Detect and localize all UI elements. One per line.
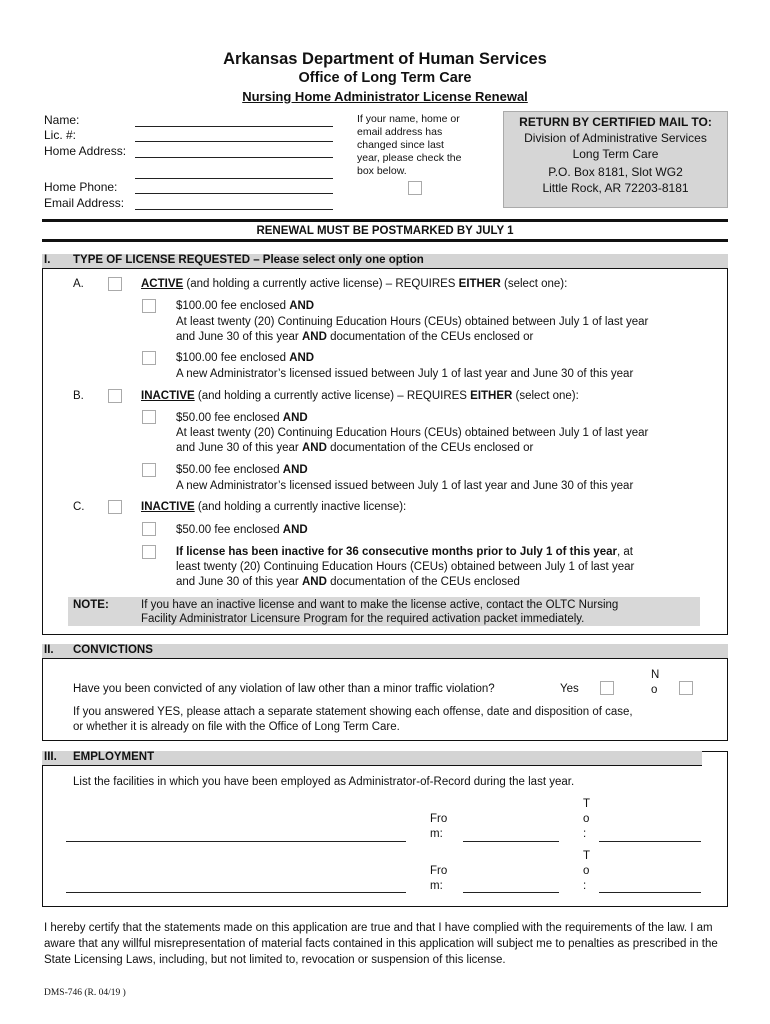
facility-field-2[interactable] [66, 892, 406, 893]
form-number: DMS-746 (R. 04/19 ) [44, 988, 126, 998]
option-a-letter: A. [73, 278, 84, 290]
option-c1-checkbox[interactable] [142, 522, 156, 536]
option-b1-line3: and June 30 of this year AND documentation of the CEUs enclosed or [176, 442, 534, 454]
divider [42, 239, 728, 242]
option-a1-line3: and June 30 of this year AND documentation of the CEUs enclosed or [176, 331, 534, 343]
option-a2-text: $100.00 fee enclosed AND [176, 352, 315, 364]
note-line2: Facility Administrator Licensure Program for the required activation packet immediately. [141, 613, 585, 625]
email-field[interactable] [135, 209, 333, 210]
yes-label: Yes [560, 683, 579, 695]
conviction-instr-line2: or whether it is already on file with the Office of Long Term Care. [73, 721, 400, 733]
home-phone-label: Home Phone: [44, 180, 118, 194]
option-b2-text: $50.00 fee enclosed AND [176, 464, 308, 476]
name-label: Name: [44, 113, 80, 127]
form-title: Nursing Home Administrator License Renewal [242, 89, 528, 104]
option-c-text: INACTIVE (and holding a currently inactive license): [141, 501, 407, 513]
no-label: N o [651, 669, 660, 696]
option-a-checkbox[interactable] [108, 277, 122, 291]
agency-title: Arkansas Department of Human Services [223, 50, 547, 68]
option-a1-checkbox[interactable] [142, 299, 156, 313]
option-c-checkbox[interactable] [108, 500, 122, 514]
home-address-label: Home Address: [44, 144, 127, 158]
office-title: Office of Long Term Care [298, 70, 472, 86]
to-label-2: T o : [583, 850, 591, 892]
conviction-question: Have you been convicted of any violation of law other than a minor traffic violation? [73, 683, 495, 695]
from-field-2[interactable] [463, 892, 559, 893]
to-field-2[interactable] [599, 892, 701, 893]
option-c1-text: $50.00 fee enclosed AND [176, 524, 308, 536]
section-3-header: III. EMPLOYMENT [42, 751, 702, 766]
option-a2-line2: A new Administrator’s licensed issued between July 1 of last year and June 30 of this year [176, 368, 634, 380]
yes-checkbox[interactable] [600, 681, 614, 695]
facility-field-1[interactable] [66, 841, 406, 842]
change-note: If your name, home or email address has changed since last year, please check the box below. [357, 113, 462, 177]
certification-text: I hereby certify that the statements made on this application are true and that I have complied with the requirements of the law. I am aware that any willful misrepresentation of material facts contained in this application will subject me to penalties as prescribed in the State Licensing Laws, including, but not limited to, revocation or suspension of this license. [44, 922, 718, 966]
home-address-field[interactable] [135, 157, 333, 158]
section-2-header: II. CONVICTIONS [42, 644, 728, 659]
option-b2-line2: A new Administrator’s licensed issued between July 1 of last year and June 30 of this year [176, 480, 634, 492]
option-c-letter: C. [73, 501, 85, 513]
option-a1-line2: At least twenty (20) Continuing Education Hours (CEUs) obtained between July 1 of last year [176, 316, 649, 328]
from-field-1[interactable] [463, 841, 559, 842]
to-field-1[interactable] [599, 841, 701, 842]
to-label-1: T o : [583, 798, 591, 840]
option-b2-checkbox[interactable] [142, 463, 156, 477]
option-b-letter: B. [73, 390, 84, 402]
info-changed-checkbox[interactable] [408, 181, 422, 195]
name-field[interactable] [135, 126, 333, 127]
option-c2-line3: and June 30 of this year AND documentation of the CEUs enclosed [176, 576, 520, 588]
lic-label: Lic. #: [44, 128, 77, 142]
option-c2-checkbox[interactable] [142, 545, 156, 559]
home-phone-field[interactable] [135, 193, 333, 194]
employment-instr: List the facilities in which you have been employed as Administrator-of-Record during the last year. [73, 776, 575, 788]
option-c2-line2: least twenty (20) Continuing Education Hours (CEUs) obtained between July 1 of last year [176, 561, 635, 573]
option-b1-text: $50.00 fee enclosed AND [176, 412, 308, 424]
option-b-text: INACTIVE (and holding a currently active license) – REQUIRES EITHER (select one): [141, 390, 579, 402]
mail-to-box: RETURN BY CERTIFIED MAIL TO: Division of Administrative Services Long Term Care P.O. Box 8181, Slot WG2 Little Rock, AR 72203-8181 [503, 111, 728, 208]
lic-field[interactable] [135, 141, 333, 142]
note-line1: If you have an inactive license and want to make the license active, contact the OLTC Nursing [141, 599, 619, 611]
section-1-header: I. TYPE OF LICENSE REQUESTED – Please select only one option [42, 254, 728, 269]
from-label-1: Fro m: [430, 813, 448, 840]
option-a2-checkbox[interactable] [142, 351, 156, 365]
note-label: NOTE: [73, 599, 109, 611]
option-c2-text: If license has been inactive for 36 consecutive months prior to July 1 of this year, at [176, 546, 633, 558]
option-b-checkbox[interactable] [108, 389, 122, 403]
option-b1-line2: At least twenty (20) Continuing Education Hours (CEUs) obtained between July 1 of last year [176, 427, 649, 439]
home-address-field-2[interactable] [135, 178, 333, 179]
option-a1-text: $100.00 fee enclosed AND [176, 300, 315, 312]
divider [42, 219, 728, 222]
renewal-notice: RENEWAL MUST BE POSTMARKED BY JULY 1 [256, 225, 514, 237]
conviction-instr-line1: If you answered YES, please attach a separate statement showing each offense, date and disposition of case, [73, 706, 633, 718]
from-label-2: Fro m: [430, 865, 448, 892]
no-checkbox[interactable] [679, 681, 693, 695]
option-a-text: ACTIVE (and holding a currently active license) – REQUIRES EITHER (select one): [141, 278, 568, 290]
email-label: Email Address: [44, 196, 125, 210]
option-b1-checkbox[interactable] [142, 410, 156, 424]
